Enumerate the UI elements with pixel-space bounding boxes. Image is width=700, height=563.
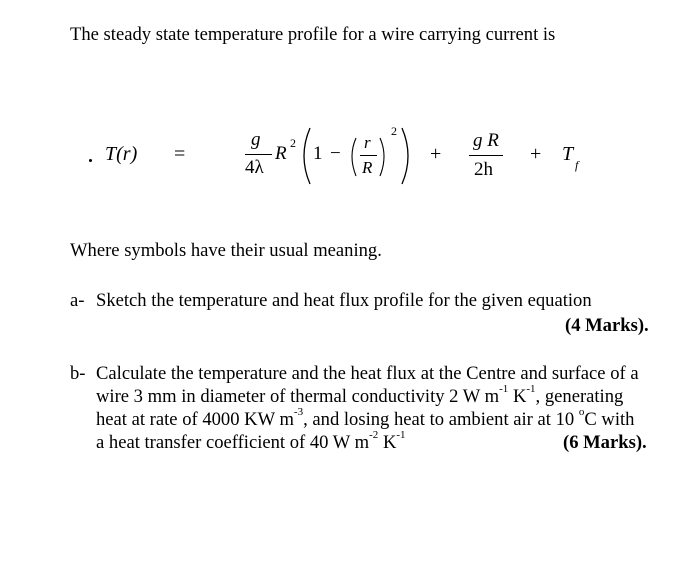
intro-text: The steady state temperature profile for a wire carrying current is — [70, 24, 556, 45]
part-b-line-4-b: K — [378, 432, 397, 453]
part-b-line-4-sup-2: -1 — [396, 428, 406, 441]
term2-denominator: 2h — [474, 159, 493, 180]
term2-numerator: g R — [473, 130, 499, 151]
part-a-marks: (4 Marks). — [565, 315, 649, 336]
eq-lhs: T(r) — [105, 143, 138, 165]
part-b-line-2-a: wire 3 mm in diameter of thermal conductivity 2 W m — [96, 386, 500, 407]
part-b-line-2 — [96, 382, 624, 408]
part-a-label: a- — [70, 290, 85, 311]
part-b-line-2-sup-2: -1 — [526, 382, 536, 395]
part-b-line-4-sup-1: -2 — [369, 428, 379, 441]
part-b-line-4 — [96, 428, 406, 454]
tf-symbol: T — [562, 143, 574, 165]
term1-denominator: 4λ — [245, 157, 264, 178]
part-b-line-4-a: a heat transfer coefficient of 40 W m — [96, 432, 370, 453]
eq-plus-1: + — [430, 143, 442, 165]
part-b-label: b- — [70, 363, 86, 384]
part-b-line-3-c: C with — [584, 409, 635, 430]
r-symbol: R — [275, 143, 287, 164]
eq-plus-2: + — [530, 143, 542, 165]
tf-subscript: f — [575, 158, 579, 172]
bullet-dot — [89, 159, 92, 162]
part-b-line-3 — [96, 405, 635, 431]
part-b-degree-symbol: o — [578, 405, 585, 418]
part-b-line-1: Calculate the temperature and the heat flux at the Centre and surface of a — [96, 363, 639, 384]
part-b-line-3-sup: -3 — [293, 405, 304, 418]
inner-exponent: 2 — [391, 124, 397, 138]
r-exponent: 2 — [290, 136, 296, 150]
term1-numerator: g — [251, 129, 261, 150]
part-b-line-2-sup-1: -1 — [499, 382, 509, 395]
symbols-note: Where symbols have their usual meaning. — [70, 240, 382, 261]
part-b-line-2-b: K — [508, 386, 527, 407]
term2-fraction-bar — [469, 155, 503, 156]
eq-equals: = — [174, 143, 186, 165]
part-b-line-3-a: heat at rate of 4000 KW m — [96, 409, 294, 430]
part-b-marks: (6 Marks). — [563, 432, 647, 453]
term1-fraction-bar — [245, 154, 272, 155]
eq-one: 1 — [313, 143, 323, 164]
eq-minus: − — [330, 143, 341, 164]
part-b-line-2-c: , generating — [535, 386, 624, 407]
part-a-text: Sketch the temperature and heat flux profile for the given equation — [96, 290, 592, 311]
part-b-line-3-b: , and losing heat to ambient air at 10 — [303, 409, 579, 430]
inner-fraction-bar — [360, 155, 377, 156]
inner-denominator: R — [362, 158, 373, 177]
inner-numerator: r — [364, 133, 371, 152]
